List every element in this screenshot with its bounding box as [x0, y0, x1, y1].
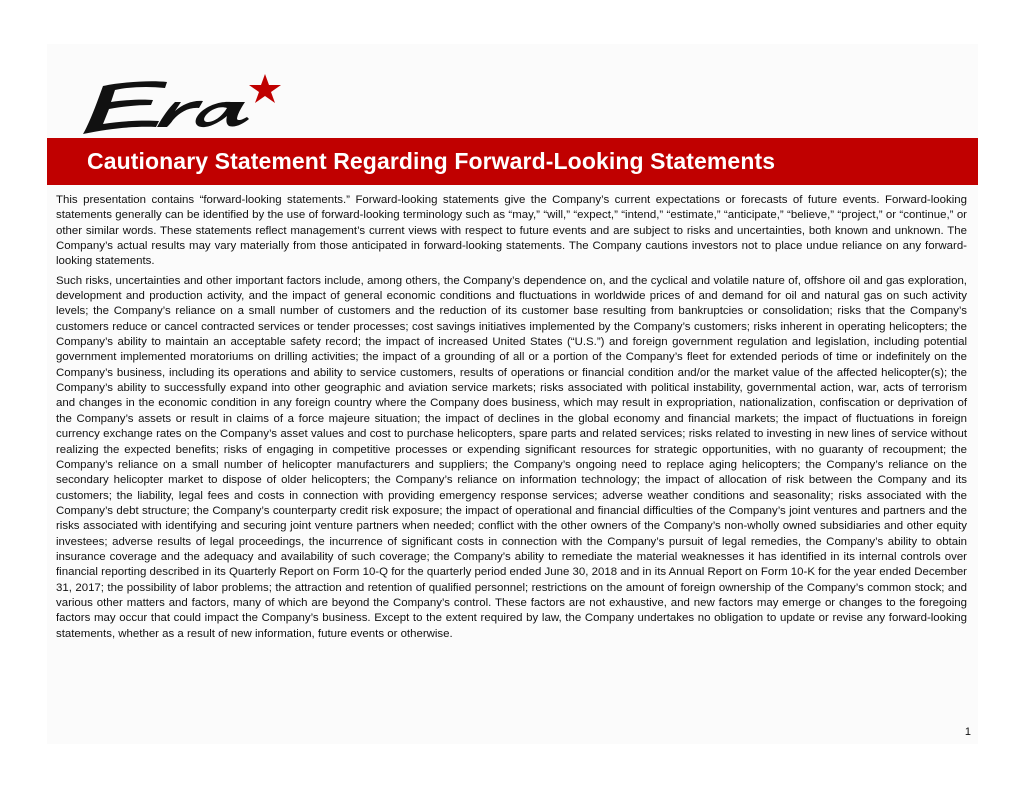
paragraph-risks: Such risks, uncertainties and other important factors include, among others, the Company’s dependence on, and the cyclical and volatile nature of, offshore oil and gas exploration, development and production activity, and the impact of general economic conditions and fluctuations in worldwide prices of and demand for oil and natural gas on such activity levels; the Company’s reliance on a small number of customers and the reduction of its customer base resulting from bankruptcies or consolidation; risks that the Company’s customers reduce or cancel contracted services or tender processes; cost savings initiatives implemented by the Company’s customers; risks inherent in operating helicopters; the Company’s ability to maintain an acceptable safety record; the impact of increased United States (“U.S.”) and foreign government regulation and legislation, including potential government implemented moratoriums on drilling activities; the impact of a grounding of all or a portion of the Company’s fleet for extended periods of time or indefinitely on the Company’s business, including its operations and ability to service customers, results of operations or financial condition and/or the market value of the affected helicopter(s); the Company’s ability to successfully expand into other geographic and aviation service markets; risks associated with political instability, governmental action, war, acts of terrorism and changes in the economic condition in any foreign country where the Company does business, which may result in expropriation, nationalization, confiscation or deprivation of the Company’s assets or result in claims of a force majeure situation; the impact of declines in the global economy and financial markets; the impact of fluctuations in foreign currency exchange rates on the Company’s asset values and cost to purchase helicopters, spare parts and related services; risks related to investing in new lines of service without realizing the expected benefits; risks of engaging in competitive processes or expending significant resources for strategic opportunities, with no guaranty of recoupment; the Company’s reliance on a small number of helicopter manufacturers and suppliers; the Company’s ongoing need to replace aging helicopters; the Company’s reliance on the secondary helicopter market to dispose of older helicopters; the Company’s reliance on information technology; the impact of allocation of risk between the Company and its customers; the liability, legal fees and costs in connection with providing emergency response services; adverse weather conditions and seasonality; risks associated with the Company’s debt structure; the Company’s counterparty credit risk exposure; the impact of operational and financial difficulties of the Company’s joint ventures and partners and the risks associated with identifying and securing joint venture partners when needed; conflict with the other owners of the Company’s non-wholly owned subsidiaries and other equity investees; adverse results of legal proceedings, the incurrence of significant costs in connection with the Company’s pursuit of legal remedies, the Company’s ability to obtain insurance coverage and the adequacy and availability of such coverage; the Company’s ability to remediate the material weaknesses it has identified in its internal controls over financial reporting described in its Quarterly Report on Form 10-Q for the quarterly period ended June 30, 2018 and in its Annual Report on Form 10-K for the year ended December 31, 2017; the possibility of labor problems; the attraction and retention of qualified personnel; restrictions on the amount of foreign ownership of the Company’s common stock; and various other matters and factors, many of which are beyond the Company’s control. These factors are not exhaustive, and new factors may emerge or changes to the foregoing factors may occur that could impact the Company’s business. Except to the extent required by law, the Company undertakes no obligation to update or revise any forward-looking statements, whether as a result of new information, future events or otherwise.	[56, 274, 967, 640]
title-bar	[47, 138, 978, 185]
era-logo	[81, 72, 291, 142]
paragraph-intro: This presentation contains “forward-looking statements.” Forward-looking statements give the Company’s current expectations or forecasts of future events. Forward-looking statements generally can be identified by the use of forward-looking terminology such as “may,” “will,” “expect,” “intend,” “estimate,” “anticipate,” “believe,” “project,” or “continue,” or other similar words. These statements reflect management’s current views with respect to future events and are subject to risks and uncertainties, both known and unknown. The Company’s actual results may vary materially from those anticipated in forward-looking statements. The Company cautions investors not to place undue reliance on any forward-looking statements.	[56, 194, 967, 268]
slide	[47, 44, 978, 744]
page-number: 1	[964, 726, 971, 738]
era-logo-graphic	[81, 72, 291, 142]
body-text	[56, 193, 967, 646]
page-title: Cautionary Statement Regarding Forward-Looking Statements	[87, 148, 776, 174]
